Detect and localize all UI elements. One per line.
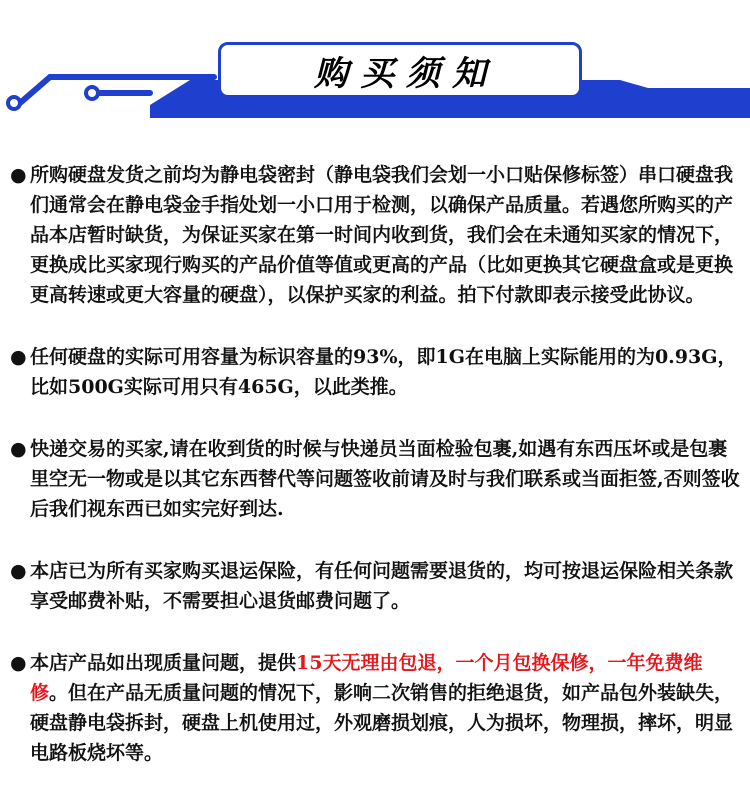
bullet-icon: ● [10, 652, 27, 674]
notice-text-before: 本店产品如出现质量问题，提供 [30, 652, 297, 674]
title-box [218, 42, 582, 98]
header-banner [0, 0, 750, 125]
notice-item-return-insurance [10, 556, 740, 616]
notice-text: 快递交易的买家,请在收到货的时候与快递员当面检验包裹,如遇有东西压坏或是包裹里空无一物或是以其它东西替代等问题签收前请及时与我们联系或当面拒签,否则签收后我们视东西已如实完好到达. [30, 438, 740, 520]
bullet-icon: ● [10, 164, 27, 186]
notice-text: 所购硬盘发货之前均为静电袋密封（静电袋我们会划一小口贴保修标签）串口硬盘我们通常会在静电袋金手指处划一小口用于检测，以确保产品质量。若遇您所购买的产品本店暂时缺货，为保证买家在第一时间内收到货，我们会在未通知买家的情况下，更换成比买家现行购买的产品价值等值或更高的产品（比如更换其它硬盘盒或是更换更高转速或更大容量的硬盘），以保护买家的利益。拍下付款即表示接受此协议。 [30, 164, 734, 306]
notice-text-after: 。但在产品无质量问题的情况下，影响二次销售的拒绝退货，如产品包外装缺失，硬盘静电袋拆封，硬盘上机使用过，外观磨损划痕，人为损坏，物理损，摔坏，明显电路板烧坏等。 [30, 682, 734, 764]
notice-list [10, 160, 740, 800]
bullet-icon: ● [10, 438, 27, 460]
bullet-icon: ● [10, 346, 27, 368]
notice-item-packaging [10, 160, 740, 310]
notice-text: 任何硬盘的实际可用容量为标识容量的93%，即1G在电脑上实际能用的为0.93G，比如500G实际可用只有465G，以此类推。 [30, 346, 737, 398]
notice-item-capacity [10, 342, 740, 402]
notice-item-delivery [10, 434, 740, 524]
warranty-highlight: 15天无理由包退，一个月包换保修，一年免费维修 [30, 652, 703, 704]
notice-item-warranty [10, 648, 740, 768]
bullet-icon: ● [10, 560, 27, 582]
notice-text: 本店已为所有买家购买退运保险，有任何问题需要退货的，均可按退运保险相关条款享受邮费补贴，不需要担心退货邮费问题了。 [30, 560, 734, 612]
page-title: 购买须知 [314, 53, 498, 94]
